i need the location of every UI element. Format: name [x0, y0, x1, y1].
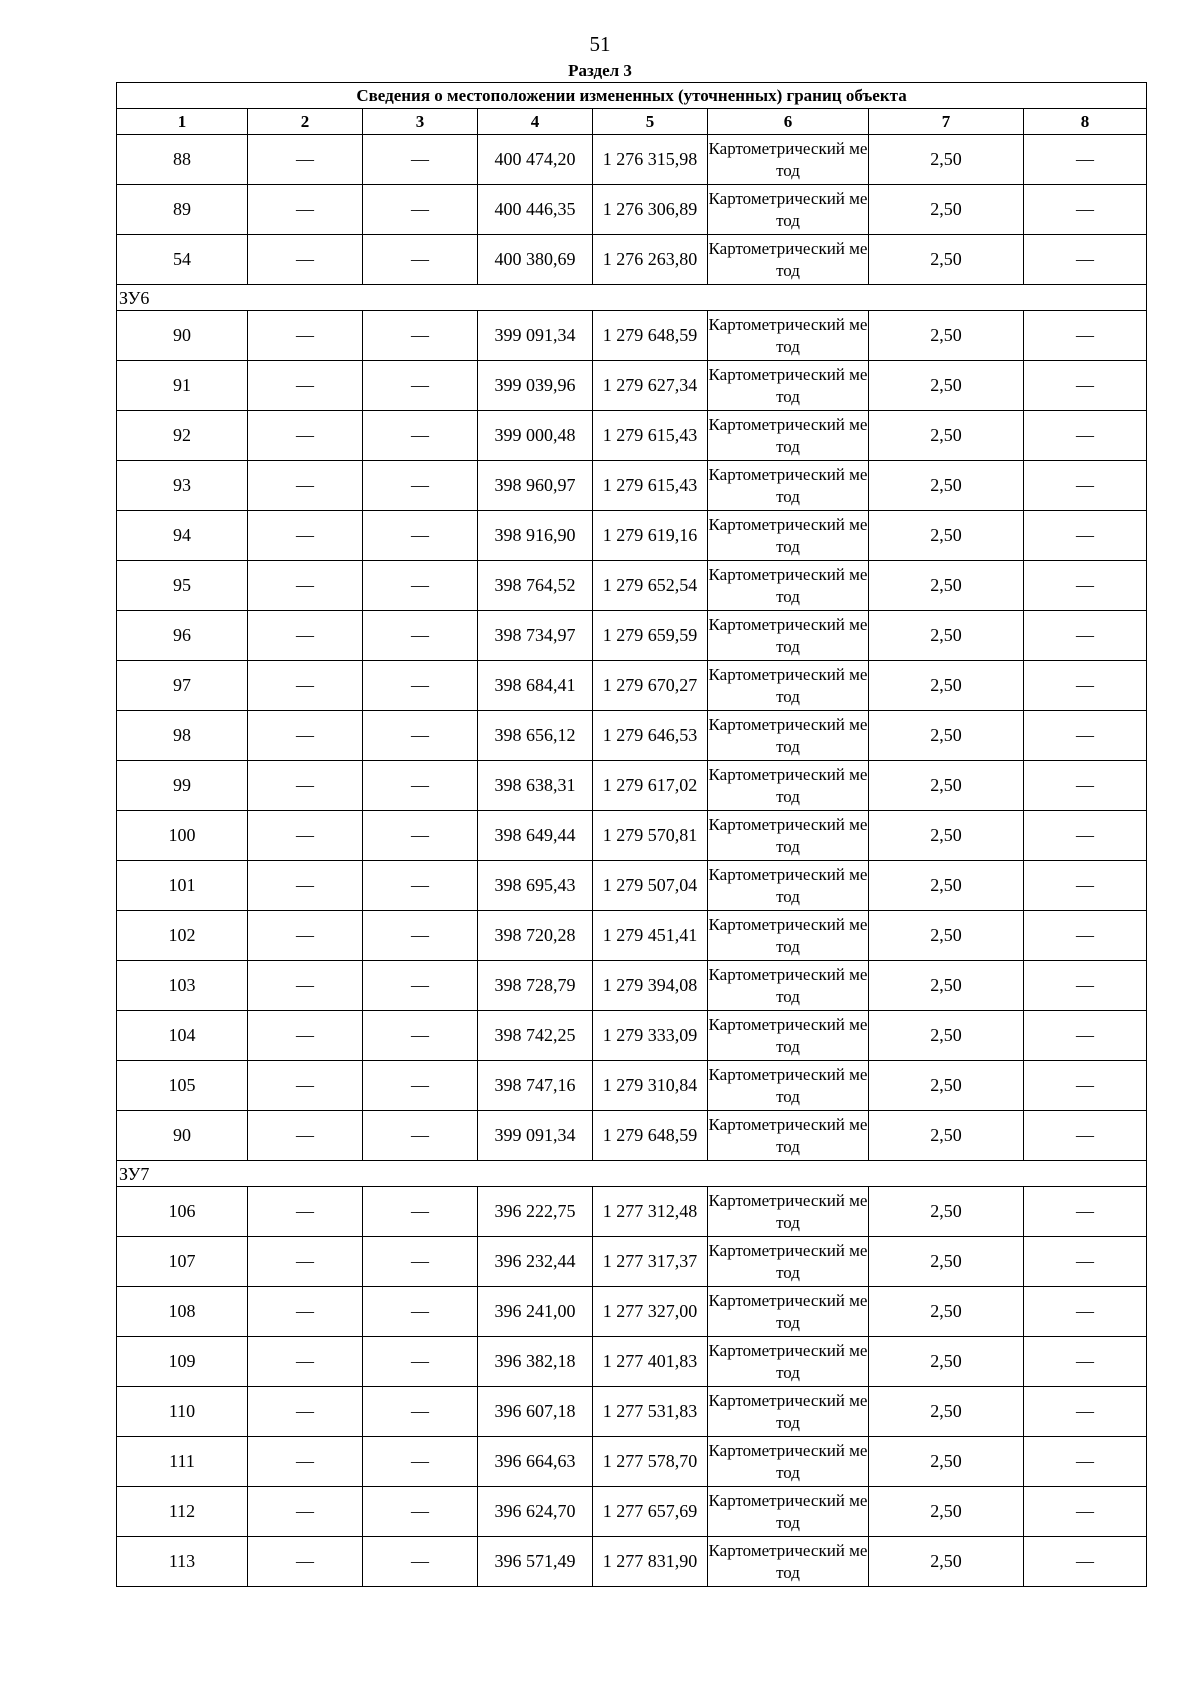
- y-coordinate: 1 279 619,16: [593, 511, 708, 561]
- point-number: 113: [117, 1537, 248, 1587]
- y-coordinate: 1 279 310,84: [593, 1061, 708, 1111]
- table-row: [117, 961, 1147, 1011]
- accuracy: 2,50: [869, 661, 1024, 711]
- table-row: [117, 1337, 1147, 1387]
- col8-value: —: [1024, 511, 1147, 561]
- col8-value: —: [1024, 561, 1147, 611]
- x-coordinate: 396 624,70: [478, 1487, 593, 1537]
- x-coordinate: 398 742,25: [478, 1011, 593, 1061]
- method: Картометрический метод: [708, 761, 869, 811]
- col2-value: —: [248, 811, 363, 861]
- group-label: ЗУ6: [117, 285, 1147, 311]
- col8-value: —: [1024, 1287, 1147, 1337]
- accuracy: 2,50: [869, 511, 1024, 561]
- point-number: 102: [117, 911, 248, 961]
- point-number: 105: [117, 1061, 248, 1111]
- y-coordinate: 1 279 648,59: [593, 311, 708, 361]
- column-header: 3: [363, 109, 478, 135]
- x-coordinate: 398 764,52: [478, 561, 593, 611]
- col8-value: —: [1024, 1187, 1147, 1237]
- boundary-coordinates-table: [116, 82, 1147, 1587]
- method: Картометрический метод: [708, 911, 869, 961]
- col3-value: —: [363, 1237, 478, 1287]
- col8-value: —: [1024, 661, 1147, 711]
- point-number: 96: [117, 611, 248, 661]
- col3-value: —: [363, 461, 478, 511]
- y-coordinate: 1 277 657,69: [593, 1487, 708, 1537]
- x-coordinate: 400 380,69: [478, 235, 593, 285]
- col8-value: —: [1024, 1337, 1147, 1387]
- col8-value: —: [1024, 1387, 1147, 1437]
- column-header: 5: [593, 109, 708, 135]
- column-header: 2: [248, 109, 363, 135]
- col2-value: —: [248, 761, 363, 811]
- y-coordinate: 1 276 306,89: [593, 185, 708, 235]
- col3-value: —: [363, 1061, 478, 1111]
- group-row: [117, 1161, 1147, 1187]
- x-coordinate: 398 734,97: [478, 611, 593, 661]
- y-coordinate: 1 279 646,53: [593, 711, 708, 761]
- col8-value: —: [1024, 1487, 1147, 1537]
- accuracy: 2,50: [869, 1061, 1024, 1111]
- x-coordinate: 399 000,48: [478, 411, 593, 461]
- y-coordinate: 1 279 394,08: [593, 961, 708, 1011]
- col3-value: —: [363, 861, 478, 911]
- x-coordinate: 398 695,43: [478, 861, 593, 911]
- method: Картометрический метод: [708, 661, 869, 711]
- col8-value: —: [1024, 1437, 1147, 1487]
- col2-value: —: [248, 861, 363, 911]
- table-row: [117, 911, 1147, 961]
- col3-value: —: [363, 1387, 478, 1437]
- col3-value: —: [363, 185, 478, 235]
- col3-value: —: [363, 1487, 478, 1537]
- method: Картометрический метод: [708, 861, 869, 911]
- group-row: [117, 285, 1147, 311]
- table-row: [117, 661, 1147, 711]
- table-caption-row: [117, 83, 1147, 109]
- col8-value: —: [1024, 1111, 1147, 1161]
- method: Картометрический метод: [708, 1437, 869, 1487]
- x-coordinate: 396 232,44: [478, 1237, 593, 1287]
- accuracy: 2,50: [869, 1437, 1024, 1487]
- x-coordinate: 398 684,41: [478, 661, 593, 711]
- col2-value: —: [248, 1387, 363, 1437]
- col8-value: —: [1024, 411, 1147, 461]
- method: Картометрический метод: [708, 561, 869, 611]
- method: Картометрический метод: [708, 1061, 869, 1111]
- col2-value: —: [248, 1537, 363, 1587]
- col8-value: —: [1024, 235, 1147, 285]
- col2-value: —: [248, 411, 363, 461]
- col8-value: —: [1024, 1537, 1147, 1587]
- point-number: 90: [117, 311, 248, 361]
- col2-value: —: [248, 911, 363, 961]
- accuracy: 2,50: [869, 1337, 1024, 1387]
- y-coordinate: 1 279 659,59: [593, 611, 708, 661]
- col8-value: —: [1024, 611, 1147, 661]
- col8-value: —: [1024, 461, 1147, 511]
- accuracy: 2,50: [869, 1187, 1024, 1237]
- page-number: 51: [589, 32, 611, 56]
- accuracy: 2,50: [869, 461, 1024, 511]
- table-caption: Сведения о местоположении измененных (уточненных) границ объекта: [117, 83, 1147, 109]
- table-body: [117, 135, 1147, 1587]
- table-row: [117, 1437, 1147, 1487]
- col2-value: —: [248, 1487, 363, 1537]
- point-number: 106: [117, 1187, 248, 1237]
- col2-value: —: [248, 135, 363, 185]
- col3-value: —: [363, 361, 478, 411]
- point-number: 54: [117, 235, 248, 285]
- method: Картометрический метод: [708, 185, 869, 235]
- x-coordinate: 396 382,18: [478, 1337, 593, 1387]
- col3-value: —: [363, 711, 478, 761]
- col3-value: —: [363, 1011, 478, 1061]
- method: Картометрический метод: [708, 1487, 869, 1537]
- col8-value: —: [1024, 711, 1147, 761]
- y-coordinate: 1 276 315,98: [593, 135, 708, 185]
- x-coordinate: 396 571,49: [478, 1537, 593, 1587]
- col3-value: —: [363, 561, 478, 611]
- y-coordinate: 1 279 507,04: [593, 861, 708, 911]
- col2-value: —: [248, 311, 363, 361]
- column-header: 6: [708, 109, 869, 135]
- x-coordinate: 399 091,34: [478, 1111, 593, 1161]
- col8-value: —: [1024, 1011, 1147, 1061]
- col2-value: —: [248, 511, 363, 561]
- col3-value: —: [363, 1437, 478, 1487]
- table-row: [117, 561, 1147, 611]
- col2-value: —: [248, 461, 363, 511]
- x-coordinate: 400 474,20: [478, 135, 593, 185]
- table-row: [117, 511, 1147, 561]
- accuracy: 2,50: [869, 611, 1024, 661]
- table-row: [117, 135, 1147, 185]
- point-number: 99: [117, 761, 248, 811]
- point-number: 98: [117, 711, 248, 761]
- method: Картометрический метод: [708, 1287, 869, 1337]
- col2-value: —: [248, 661, 363, 711]
- x-coordinate: 398 638,31: [478, 761, 593, 811]
- method: Картометрический метод: [708, 361, 869, 411]
- col2-value: —: [248, 235, 363, 285]
- table-row: [117, 811, 1147, 861]
- x-coordinate: 398 728,79: [478, 961, 593, 1011]
- point-number: 112: [117, 1487, 248, 1537]
- column-header: 1: [117, 109, 248, 135]
- section-title: Раздел 3: [568, 61, 632, 80]
- point-number: 92: [117, 411, 248, 461]
- table-row: [117, 861, 1147, 911]
- y-coordinate: 1 277 401,83: [593, 1337, 708, 1387]
- method: Картометрический метод: [708, 1537, 869, 1587]
- accuracy: 2,50: [869, 811, 1024, 861]
- column-header-row: [117, 109, 1147, 135]
- x-coordinate: 396 222,75: [478, 1187, 593, 1237]
- accuracy: 2,50: [869, 861, 1024, 911]
- table-row: [117, 411, 1147, 461]
- accuracy: 2,50: [869, 1287, 1024, 1337]
- point-number: 88: [117, 135, 248, 185]
- col8-value: —: [1024, 761, 1147, 811]
- method: Картометрический метод: [708, 811, 869, 861]
- col2-value: —: [248, 1061, 363, 1111]
- table-row: [117, 1111, 1147, 1161]
- col8-value: —: [1024, 311, 1147, 361]
- point-number: 103: [117, 961, 248, 1011]
- y-coordinate: 1 279 670,27: [593, 661, 708, 711]
- method: Картометрический метод: [708, 235, 869, 285]
- x-coordinate: 398 720,28: [478, 911, 593, 961]
- accuracy: 2,50: [869, 361, 1024, 411]
- accuracy: 2,50: [869, 561, 1024, 611]
- col2-value: —: [248, 611, 363, 661]
- point-number: 97: [117, 661, 248, 711]
- col3-value: —: [363, 1111, 478, 1161]
- col3-value: —: [363, 911, 478, 961]
- col3-value: —: [363, 135, 478, 185]
- table-row: [117, 711, 1147, 761]
- col8-value: —: [1024, 361, 1147, 411]
- point-number: 108: [117, 1287, 248, 1337]
- table-row: [117, 1187, 1147, 1237]
- col3-value: —: [363, 411, 478, 461]
- col2-value: —: [248, 185, 363, 235]
- table-row: [117, 611, 1147, 661]
- method: Картометрический метод: [708, 411, 869, 461]
- accuracy: 2,50: [869, 235, 1024, 285]
- col3-value: —: [363, 1337, 478, 1387]
- method: Картометрический метод: [708, 1011, 869, 1061]
- point-number: 89: [117, 185, 248, 235]
- col3-value: —: [363, 761, 478, 811]
- table-row: [117, 1387, 1147, 1437]
- y-coordinate: 1 279 648,59: [593, 1111, 708, 1161]
- col3-value: —: [363, 1187, 478, 1237]
- col3-value: —: [363, 611, 478, 661]
- table-row: [117, 185, 1147, 235]
- y-coordinate: 1 279 652,54: [593, 561, 708, 611]
- x-coordinate: 399 091,34: [478, 311, 593, 361]
- col3-value: —: [363, 235, 478, 285]
- method: Картометрический метод: [708, 135, 869, 185]
- accuracy: 2,50: [869, 411, 1024, 461]
- col8-value: —: [1024, 135, 1147, 185]
- method: Картометрический метод: [708, 611, 869, 661]
- col3-value: —: [363, 311, 478, 361]
- x-coordinate: 399 039,96: [478, 361, 593, 411]
- point-number: 109: [117, 1337, 248, 1387]
- y-coordinate: 1 279 451,41: [593, 911, 708, 961]
- method: Картометрический метод: [708, 1337, 869, 1387]
- col2-value: —: [248, 711, 363, 761]
- col3-value: —: [363, 1537, 478, 1587]
- col2-value: —: [248, 961, 363, 1011]
- point-number: 90: [117, 1111, 248, 1161]
- table-row: [117, 761, 1147, 811]
- point-number: 94: [117, 511, 248, 561]
- accuracy: 2,50: [869, 961, 1024, 1011]
- y-coordinate: 1 279 333,09: [593, 1011, 708, 1061]
- y-coordinate: 1 279 617,02: [593, 761, 708, 811]
- method: Картометрический метод: [708, 1387, 869, 1437]
- accuracy: 2,50: [869, 711, 1024, 761]
- point-number: 100: [117, 811, 248, 861]
- accuracy: 2,50: [869, 185, 1024, 235]
- accuracy: 2,50: [869, 911, 1024, 961]
- col2-value: —: [248, 1437, 363, 1487]
- col2-value: —: [248, 1011, 363, 1061]
- point-number: 111: [117, 1437, 248, 1487]
- column-header: 7: [869, 109, 1024, 135]
- method: Картометрический метод: [708, 511, 869, 561]
- point-number: 104: [117, 1011, 248, 1061]
- x-coordinate: 396 607,18: [478, 1387, 593, 1437]
- y-coordinate: 1 279 615,43: [593, 411, 708, 461]
- x-coordinate: 398 916,90: [478, 511, 593, 561]
- col8-value: —: [1024, 811, 1147, 861]
- col3-value: —: [363, 1287, 478, 1337]
- y-coordinate: 1 277 831,90: [593, 1537, 708, 1587]
- x-coordinate: 396 664,63: [478, 1437, 593, 1487]
- y-coordinate: 1 279 615,43: [593, 461, 708, 511]
- table-row: [117, 1011, 1147, 1061]
- col3-value: —: [363, 961, 478, 1011]
- method: Картометрический метод: [708, 961, 869, 1011]
- method: Картометрический метод: [708, 1237, 869, 1287]
- col8-value: —: [1024, 911, 1147, 961]
- table-row: [117, 1237, 1147, 1287]
- col8-value: —: [1024, 185, 1147, 235]
- accuracy: 2,50: [869, 761, 1024, 811]
- x-coordinate: 400 446,35: [478, 185, 593, 235]
- accuracy: 2,50: [869, 1011, 1024, 1061]
- table-row: [117, 311, 1147, 361]
- col8-value: —: [1024, 861, 1147, 911]
- col2-value: —: [248, 361, 363, 411]
- x-coordinate: 396 241,00: [478, 1287, 593, 1337]
- col2-value: —: [248, 1237, 363, 1287]
- point-number: 95: [117, 561, 248, 611]
- col2-value: —: [248, 1287, 363, 1337]
- col3-value: —: [363, 661, 478, 711]
- x-coordinate: 398 747,16: [478, 1061, 593, 1111]
- x-coordinate: 398 960,97: [478, 461, 593, 511]
- y-coordinate: 1 279 570,81: [593, 811, 708, 861]
- y-coordinate: 1 276 263,80: [593, 235, 708, 285]
- col3-value: —: [363, 811, 478, 861]
- table-row: [117, 1287, 1147, 1337]
- accuracy: 2,50: [869, 311, 1024, 361]
- col2-value: —: [248, 561, 363, 611]
- col2-value: —: [248, 1337, 363, 1387]
- method: Картометрический метод: [708, 711, 869, 761]
- table-row: [117, 1487, 1147, 1537]
- method: Картометрический метод: [708, 311, 869, 361]
- point-number: 110: [117, 1387, 248, 1437]
- method: Картометрический метод: [708, 461, 869, 511]
- x-coordinate: 398 656,12: [478, 711, 593, 761]
- table-row: [117, 1061, 1147, 1111]
- table-row: [117, 1537, 1147, 1587]
- table-row: [117, 235, 1147, 285]
- point-number: 93: [117, 461, 248, 511]
- y-coordinate: 1 277 531,83: [593, 1387, 708, 1437]
- col8-value: —: [1024, 1061, 1147, 1111]
- y-coordinate: 1 277 578,70: [593, 1437, 708, 1487]
- method: Картометрический метод: [708, 1111, 869, 1161]
- col2-value: —: [248, 1187, 363, 1237]
- column-header: 8: [1024, 109, 1147, 135]
- method: Картометрический метод: [708, 1187, 869, 1237]
- accuracy: 2,50: [869, 1537, 1024, 1587]
- point-number: 101: [117, 861, 248, 911]
- point-number: 107: [117, 1237, 248, 1287]
- point-number: 91: [117, 361, 248, 411]
- col8-value: —: [1024, 1237, 1147, 1287]
- table-row: [117, 461, 1147, 511]
- y-coordinate: 1 277 327,00: [593, 1287, 708, 1337]
- table-row: [117, 361, 1147, 411]
- col2-value: —: [248, 1111, 363, 1161]
- group-label: ЗУ7: [117, 1161, 1147, 1187]
- accuracy: 2,50: [869, 1487, 1024, 1537]
- accuracy: 2,50: [869, 1111, 1024, 1161]
- y-coordinate: 1 279 627,34: [593, 361, 708, 411]
- x-coordinate: 398 649,44: [478, 811, 593, 861]
- accuracy: 2,50: [869, 1237, 1024, 1287]
- y-coordinate: 1 277 317,37: [593, 1237, 708, 1287]
- accuracy: 2,50: [869, 1387, 1024, 1437]
- column-header: 4: [478, 109, 593, 135]
- col3-value: —: [363, 511, 478, 561]
- y-coordinate: 1 277 312,48: [593, 1187, 708, 1237]
- col8-value: —: [1024, 961, 1147, 1011]
- accuracy: 2,50: [869, 135, 1024, 185]
